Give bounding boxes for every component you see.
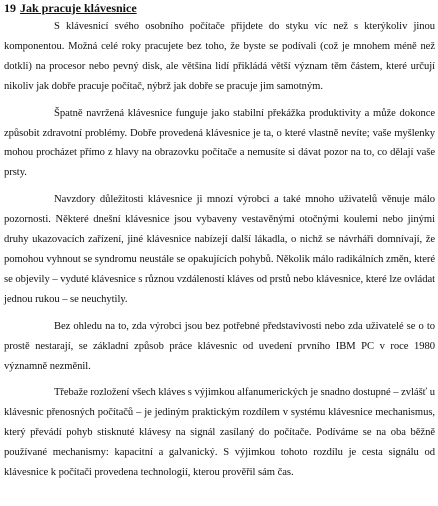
section-number: 19	[4, 1, 16, 15]
paragraph-5: Třebaže rozložení všech kláves s výjimkou alfanumerických je snadno dostupné – zvlášť u klávesnic přenosných počítačů – je jediným praktickým rozdílem v systému klávesnice mechanismus, který převádí pohyb stisknuté klávesy na signál zasílaný do počítače. Podíváme se na oba běžně používané mechanismy: kapacitní a galvanický. S výjimkou tohoto rozdílu je cesta signálu od klávesnice k počítači provedena technologií, kterou prověřil sám čas.	[4, 387, 435, 479]
paragraph-1: S klávesnicí svého osobního počítače přijdete do styku víc než s kterýkoliv jinou komponentou. Možná celé roky pracujete bez toho, že byste se podívali (což je mnohem méně než dotkli) na procesor nebo pevný disk, ale většina lidí přikládá větší význam těm částem, které určují nikoliv jak dobře pracuje počítač, nýbrž jak dobře se pracuje jim samotným.	[4, 21, 435, 92]
section-heading	[4, 1, 435, 15]
paragraph-2: Špatně navržená klávesnice funguje jako stabilní překážka produktivity a může dokonce způsobit zdravotní problémy. Dobře provedená klávesnice je ta, o které vlastně nevíte; vaše myšlenky mohou procházet přímo z hlavy na obrazovku počítače a nemusíte si dávat pozor na to, co dělají vaše prsty.	[4, 107, 435, 179]
paragraph-3: Navzdory důležitosti klávesnice ji mnozí výrobci a také mnoho uživatelů věnuje málo pozornosti. Některé dnešní klávesnice jsou vybaveny vestavěnými otočnými koulemi nebo jinými druhy ukazovacích zařízení, jiné klávesnice nabízejí další lákadla, o nichž se návrháři domnívají, že pomohou vyhnout se syndromu neustále se opakujících pohybů. Několik málo radikálních změn, které se objevily – vyduté klávesnice s různou vzdáleností kláves od prstů nebo klávesnice, které lze ovládat jednou rukou – se neuchytily.	[4, 194, 435, 305]
paragraph-4: Bez ohledu na to, zda výrobci jsou bez potřebné představivosti nebo zda uživatelé se o to prostě nestarají, se základní způsob práce klávesnic od uvedení prvního IBM PC v roce 1980 významně nezměnil.	[4, 320, 435, 372]
section-title: Jak pracuje klávesnice	[20, 1, 137, 15]
